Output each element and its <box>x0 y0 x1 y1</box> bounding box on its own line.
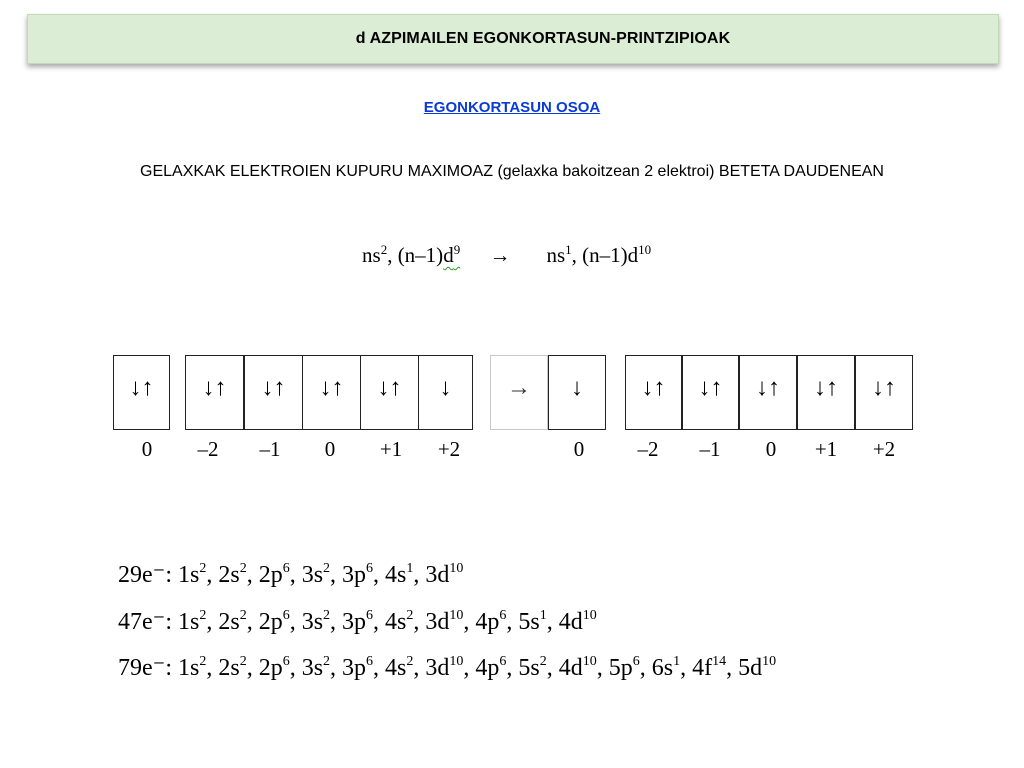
config-term <box>302 562 330 588</box>
config-term-count: 6 <box>499 608 507 623</box>
config-term-count: 1 <box>539 608 547 623</box>
formula-right-sup: 1 <box>565 242 572 257</box>
orbital-box: ↓↑ <box>113 355 170 430</box>
formula-left-tail-sup: 9 <box>453 242 461 257</box>
config-term <box>609 655 640 681</box>
orbital-box: ↓↑ <box>185 355 244 430</box>
config-term-orbital: 4d <box>558 609 583 635</box>
config-term-orbital: 5s <box>518 655 540 681</box>
config-term-count: 6 <box>282 608 290 623</box>
config-term-count: 10 <box>762 654 777 669</box>
config-term-orbital: 4s <box>385 562 407 588</box>
config-term-count: 10 <box>449 654 464 669</box>
config-term-orbital: 6s <box>651 655 674 681</box>
config-term-count: 10 <box>582 608 597 623</box>
section-description: GELAXKAK ELEKTROIEN KUPURU MAXIMOAZ (gelaxka bakoitzean 2 elektroi) BETETA DAUDENEAN <box>140 163 884 180</box>
config-term <box>475 609 506 635</box>
config-term-orbital: 4s <box>385 655 407 681</box>
config-term <box>218 655 246 681</box>
config-term-orbital: 2s <box>218 562 240 588</box>
config-term-orbital: 1s <box>178 655 200 681</box>
formula-left-d <box>443 243 460 267</box>
config-term-count: 2 <box>239 561 247 576</box>
formula-left-tail: d <box>443 243 454 267</box>
orbital-box: ↓↑ <box>360 355 419 430</box>
config-prefix: 47e⁻: <box>118 609 178 635</box>
orbital-box: ↓ <box>548 355 606 430</box>
ml-label: –1 <box>699 437 721 461</box>
config-term <box>302 609 330 635</box>
config-term-count: 6 <box>366 608 374 623</box>
config-term <box>692 655 726 681</box>
config-term <box>385 655 413 681</box>
config-term-orbital: 2s <box>218 655 240 681</box>
config-prefix: 79e⁻: <box>118 655 178 681</box>
ml-label: 0 <box>324 437 336 461</box>
config-term-orbital: 5s <box>518 609 540 635</box>
orbital-box: ↓↑ <box>739 355 797 430</box>
formula-right-mid: , (n–1)d <box>571 243 639 267</box>
config-term-orbital: 3p <box>342 562 367 588</box>
config-term-count: 6 <box>499 654 507 669</box>
config-term <box>425 655 463 681</box>
title-bar <box>27 14 999 64</box>
formula-arrow-icon: → <box>489 243 511 267</box>
config-term-count: 10 <box>449 561 464 576</box>
config-term-count: 2 <box>406 608 414 623</box>
formula-left-mid: , (n–1) <box>387 243 444 267</box>
orbital-box: ↓↑ <box>302 355 361 430</box>
config-term-orbital: 2p <box>258 562 283 588</box>
config-term-count: 6 <box>366 561 374 576</box>
config-term-count: 1 <box>406 561 414 576</box>
config-prefix: 29e⁻: <box>118 562 178 588</box>
config-term <box>385 609 413 635</box>
config-term <box>342 609 373 635</box>
config-term-count: 2 <box>539 654 547 669</box>
ml-label: +1 <box>379 437 403 461</box>
config-term-orbital: 3s <box>301 609 324 635</box>
config-term <box>218 609 246 635</box>
ml-label: –1 <box>259 437 281 461</box>
orbital-box: ↓↑ <box>797 355 855 430</box>
config-term <box>475 655 506 681</box>
config-term-orbital: 4f <box>692 655 713 681</box>
orbital-box: ↓↑ <box>855 355 913 430</box>
config-term-count: 10 <box>449 608 464 623</box>
config-term <box>178 655 206 681</box>
config-line: 47e⁻: $1s^2$, $2s^2$, $2p^6$, $3s^2$, $3p^6$, $4s^2$, $3d^{10}$, $4p^6$, $5s^1$, $4d^{10}$ <box>118 608 597 635</box>
config-term-count: 2 <box>239 608 247 623</box>
config-term-count: 10 <box>582 654 597 669</box>
formula-left-sup: 2 <box>380 242 388 257</box>
config-term-orbital: 3d <box>425 609 450 635</box>
config-term <box>218 562 246 588</box>
config-term <box>342 562 373 588</box>
config-term-orbital: 2p <box>258 609 283 635</box>
config-term-count: 2 <box>199 561 207 576</box>
config-term-orbital: 2s <box>218 609 240 635</box>
config-term <box>425 562 463 588</box>
config-term-orbital: 3s <box>301 562 324 588</box>
config-term <box>178 609 206 635</box>
config-term-count: 6 <box>282 654 290 669</box>
config-term-orbital: 3p <box>342 609 367 635</box>
ml-label: –2 <box>637 437 659 461</box>
orbital-box: ↓ <box>418 355 473 430</box>
config-term-count: 2 <box>323 561 331 576</box>
config-term-count: 6 <box>366 654 374 669</box>
ml-label: +1 <box>814 437 838 461</box>
config-term <box>518 609 546 635</box>
orbital-box: ↓↑ <box>244 355 303 430</box>
config-term-orbital: 3d <box>425 562 450 588</box>
config-term-orbital: 4p <box>475 655 500 681</box>
orbital-box: ↓↑ <box>625 355 682 430</box>
ml-label: +2 <box>872 437 896 461</box>
config-term-orbital: 4p <box>475 609 500 635</box>
orbital-box: ↓↑ <box>682 355 739 430</box>
section-subtitle[interactable]: EGONKORTASUN OSOA <box>423 99 601 116</box>
config-term-count: 6 <box>632 654 640 669</box>
config-line: 29e⁻: $1s^2$, $2s^2$, $2p^6$, $3s^2$, $3p^6$, $4s^1$, $3d^{10}$ <box>118 561 464 588</box>
config-term-count: 14 <box>712 654 727 669</box>
config-term <box>652 655 680 681</box>
config-term <box>559 609 597 635</box>
config-term-orbital: 5p <box>608 655 633 681</box>
config-term-orbital: 2p <box>258 655 283 681</box>
config-term <box>738 655 776 681</box>
config-term-count: 6 <box>282 561 290 576</box>
page-title: d AZPIMAILEN EGONKORTASUN-PRINTZIPIOAK <box>355 30 731 47</box>
config-term-orbital: 1s <box>178 609 200 635</box>
config-term-count: 2 <box>323 654 331 669</box>
config-term-orbital: 3d <box>425 655 450 681</box>
ml-label: 0 <box>765 437 777 461</box>
config-term-orbital: 3s <box>301 655 324 681</box>
ml-label: +2 <box>437 437 461 461</box>
config-term-orbital: 1s <box>178 562 200 588</box>
config-term-orbital: 5d <box>738 655 763 681</box>
config-term <box>178 562 206 588</box>
config-term-count: 2 <box>239 654 247 669</box>
config-line: 79e⁻: $1s^2$, $2s^2$, $2p^6$, $3s^2$, $3p^6$, $4s^2$, $3d^{10}$, $4p^6$, $5s^2$, $4d^{10}$, $5p^6$, $6s^1$, $4f^{14}$, $5d^{10}$ <box>118 654 777 681</box>
formula-right-base: ns <box>546 243 566 267</box>
transition-formula <box>362 243 651 268</box>
config-term <box>259 609 290 635</box>
ml-label: 0 <box>573 437 585 461</box>
config-term-count: 2 <box>406 654 414 669</box>
config-term-count: 2 <box>199 608 207 623</box>
ml-label: 0 <box>141 437 153 461</box>
ml-label: –2 <box>197 437 219 461</box>
config-term-orbital: 4s <box>385 609 407 635</box>
config-term <box>259 655 290 681</box>
config-term <box>342 655 373 681</box>
config-term <box>425 609 463 635</box>
config-term <box>385 562 413 588</box>
config-term <box>259 562 290 588</box>
formula-left-base: ns <box>362 243 381 267</box>
config-term-orbital: 4d <box>558 655 583 681</box>
config-term-orbital: 3p <box>342 655 367 681</box>
config-term-count: 2 <box>323 608 331 623</box>
config-term-count: 1 <box>673 654 681 669</box>
formula-right-sup2: 10 <box>638 242 652 257</box>
arrow-separator-cell: → <box>490 355 548 430</box>
config-term <box>518 655 546 681</box>
config-term-count: 2 <box>199 654 207 669</box>
config-term <box>559 655 597 681</box>
config-term <box>302 655 330 681</box>
